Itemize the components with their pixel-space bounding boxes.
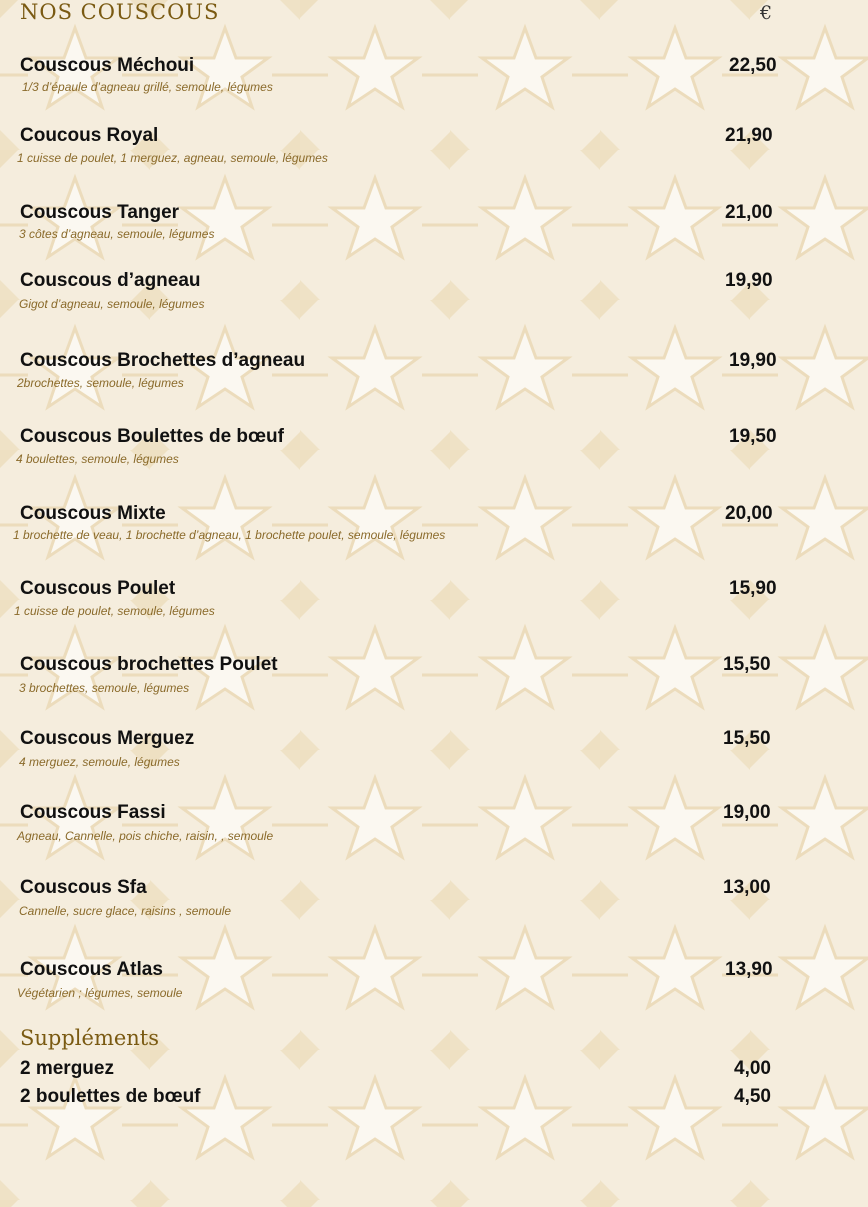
dish-price-atlas: 13,90 [725, 959, 773, 980]
dish-desc-royal: 1 cuisse de poulet, 1 merguez, agneau, semoule, légumes [17, 151, 328, 165]
supplement-name-merguez: 2 merguez [20, 1058, 114, 1079]
dish-desc-boulettes: 4 boulettes, semoule, légumes [16, 452, 179, 466]
dish-desc-mechoui: 1/3 d’épaule d’agneau grillé, semoule, légumes [22, 80, 273, 94]
dish-desc-agneau: Gigot d’agneau, semoule, légumes [19, 297, 205, 311]
supplement-price-boulettes: 4,50 [734, 1086, 771, 1107]
dish-price-tanger: 21,00 [725, 202, 773, 223]
dish-price-sfa: 13,00 [723, 877, 771, 898]
dish-name-mixte: Couscous Mixte [20, 503, 166, 524]
dish-name-agneau: Couscous d’agneau [20, 270, 201, 291]
dish-price-mechoui: 22,50 [729, 55, 777, 76]
dish-name-tanger: Couscous Tanger [20, 202, 180, 223]
dish-price-brochettes-poulet: 15,50 [723, 654, 771, 675]
dish-name-mechoui: Couscous Méchoui [20, 55, 195, 76]
dish-price-merguez: 15,50 [723, 728, 771, 749]
currency-symbol: € [760, 2, 773, 24]
dish-desc-merguez: 4 merguez, semoule, légumes [19, 755, 180, 769]
section-title: NOS COUSCOUS [20, 0, 220, 24]
dish-price-fassi: 19,00 [723, 802, 771, 823]
dish-price-mixte: 20,00 [725, 503, 773, 524]
supplements-title: Suppléments [20, 1026, 160, 1050]
dish-price-boulettes: 19,50 [729, 426, 777, 447]
dish-name-poulet: Couscous Poulet [20, 578, 176, 599]
dish-desc-sfa: Cannelle, sucre glace, raisins , semoule [19, 904, 232, 918]
dish-desc-brochettes-poulet: 3 brochettes, semoule, légumes [19, 681, 190, 695]
dish-name-atlas: Couscous Atlas [20, 959, 163, 980]
dish-name-merguez: Couscous Merguez [20, 728, 195, 749]
dish-name-brochettes-poulet: Couscous brochettes Poulet [20, 654, 278, 675]
dish-desc-tanger: 3 côtes d’agneau, semoule, légumes [19, 227, 215, 241]
dish-price-brochettes-agneau: 19,90 [729, 350, 777, 371]
dish-price-royal: 21,90 [725, 125, 773, 146]
dish-price-poulet: 15,90 [729, 578, 777, 599]
supplement-name-boulettes: 2 boulettes de bœuf [20, 1086, 201, 1107]
dish-desc-atlas: Végétarien ; légumes, semoule [17, 986, 183, 1000]
dish-name-sfa: Couscous Sfa [20, 877, 147, 898]
dish-name-brochettes-agneau: Couscous Brochettes d’agneau [20, 350, 306, 371]
dish-desc-brochettes-agneau: 2brochettes, semoule, légumes [17, 376, 184, 390]
dish-desc-mixte: 1 brochette de veau, 1 brochette d’agneau, 1 brochette poulet, semoule, légumes [13, 528, 446, 542]
dish-desc-fassi: Agneau, Cannelle, pois chiche, raisin, , semoule [17, 829, 274, 843]
dish-name-boulettes: Couscous Boulettes de bœuf [20, 426, 284, 447]
dish-name-royal: Coucous Royal [20, 125, 159, 146]
dish-name-fassi: Couscous Fassi [20, 802, 166, 823]
supplement-price-merguez: 4,00 [734, 1058, 771, 1079]
dish-price-agneau: 19,90 [725, 270, 773, 291]
dish-desc-poulet: 1 cuisse de poulet, semoule, légumes [14, 604, 215, 618]
